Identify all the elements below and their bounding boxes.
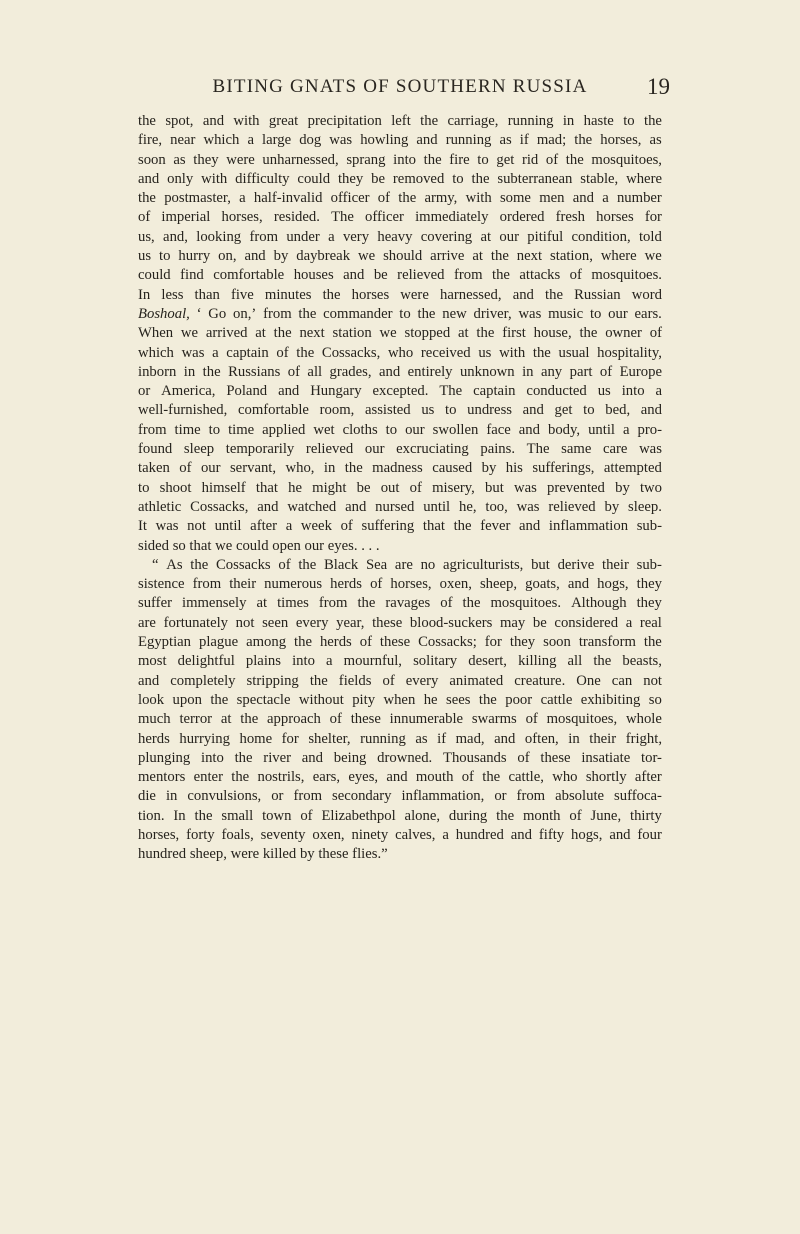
text-line: In less than five minutes the horses were harnessed, and the Russian word (138, 286, 662, 303)
text-line: look upon the spectacle without pity when he sees the poor cattle exhibiting so (138, 691, 662, 708)
text-line: well-furnished, comfortable room, assisted us to undress and get to bed, and (138, 402, 662, 419)
text-line: tion. In the small town of Elizabethpol alone, during the month of June, thirty (138, 807, 662, 824)
text-line: are fortunately not seen every year, these blood-suckers may be considered a real (138, 614, 662, 631)
text-line: fire, near which a large dog was howling and running as if mad; the horses, as (138, 132, 662, 149)
body-text (138, 112, 662, 865)
text-line: suffer immensely at times from the ravages of the mosquitoes. Although they (138, 595, 662, 612)
running-title: BITING GNATS OF SOUTHERN RUSSIA (212, 76, 588, 97)
text-line: When we arrived at the next station we stopped at the first house, the owner of (138, 325, 662, 342)
text-line: could find comfortable houses and be relieved from the attacks of mosquitoes. (138, 267, 662, 284)
text-line: mentors enter the nostrils, ears, eyes, and mouth of the cattle, who shortly after (138, 769, 662, 786)
text-line: die in convulsions, or from secondary inflammation, or from absolute suffoca- (138, 788, 662, 805)
text-line: and only with difficulty could they be removed to the subterranean stable, where (138, 170, 662, 187)
text-line: herds hurrying home for shelter, running as if mad, and often, in their fright, (138, 730, 662, 747)
running-head (0, 76, 800, 104)
text-line: Boshoal, ‘ Go on,’ from the commander to the new driver, was music to our ears. (138, 305, 662, 322)
text-line: us to hurry on, and by daybreak we should arrive at the next station, where we (138, 248, 662, 265)
text-line: most delightful plains into a mournful, solitary desert, killing all the beasts, (138, 653, 662, 670)
text-line: soon as they were unharnessed, sprang into the fire to get rid of the mosquitoes, (138, 151, 662, 168)
text-line: found sleep temporarily relieved our excruciating pains. The same care was (138, 441, 662, 458)
paragraph-2 (138, 556, 662, 865)
text-line: much terror at the approach of these innumerable swarms of mosquitoes, whole (138, 711, 662, 728)
text-line: or America, Poland and Hungary excepted. The captain conducted us into a (138, 383, 662, 400)
text-line: and completely stripping the fields of every animated creature. One can not (138, 672, 662, 689)
text-line: of imperial horses, resided. The officer immediately ordered fresh horses for (138, 209, 662, 226)
page-number: 19 (647, 74, 670, 99)
paragraph-1 (138, 112, 662, 556)
text-line: athletic Cossacks, and watched and nursed until he, too, was relieved by sleep. (138, 498, 662, 515)
text-line: inborn in the Russians of all grades, and entirely unknown in any part of Europe (138, 363, 662, 380)
text-line: which was a captain of the Cossacks, who received us with the usual hospitality, (138, 344, 662, 361)
text-line: It was not until after a week of suffering that the fever and inflammation sub- (138, 518, 662, 535)
text-line: sided so that we could open our eyes. . . . (138, 537, 380, 554)
text-line: hundred sheep, were killed by these flies.” (138, 846, 388, 863)
text-line: horses, forty foals, seventy oxen, ninety calves, a hundred and fifty hogs, and four (138, 826, 662, 843)
text-line: “ As the Cossacks of the Black Sea are no agriculturists, but derive their sub- (152, 556, 662, 573)
text-line: taken of our servant, who, in the madness caused by his sufferings, attempted (138, 460, 662, 477)
text-line: from time to time applied wet cloths to our swollen face and body, until a pro- (138, 421, 662, 438)
text-line: Egyptian plague among the herds of these Cossacks; for they soon transform the (138, 634, 662, 651)
text-line: plunging into the river and being drowned. Thousands of these insatiate tor- (138, 749, 662, 766)
text-line: sistence from their numerous herds of horses, oxen, sheep, goats, and hogs, they (138, 576, 662, 593)
text-line: the spot, and with great precipitation left the carriage, running in haste to the (138, 113, 662, 129)
text-line: to shoot himself that he might be out of misery, but was prevented by two (138, 479, 662, 496)
text-line: us, and, looking from under a very heavy covering at our pitiful condition, told (138, 228, 662, 245)
text-line: the postmaster, a half-invalid officer of the army, with some men and a number (138, 190, 662, 207)
